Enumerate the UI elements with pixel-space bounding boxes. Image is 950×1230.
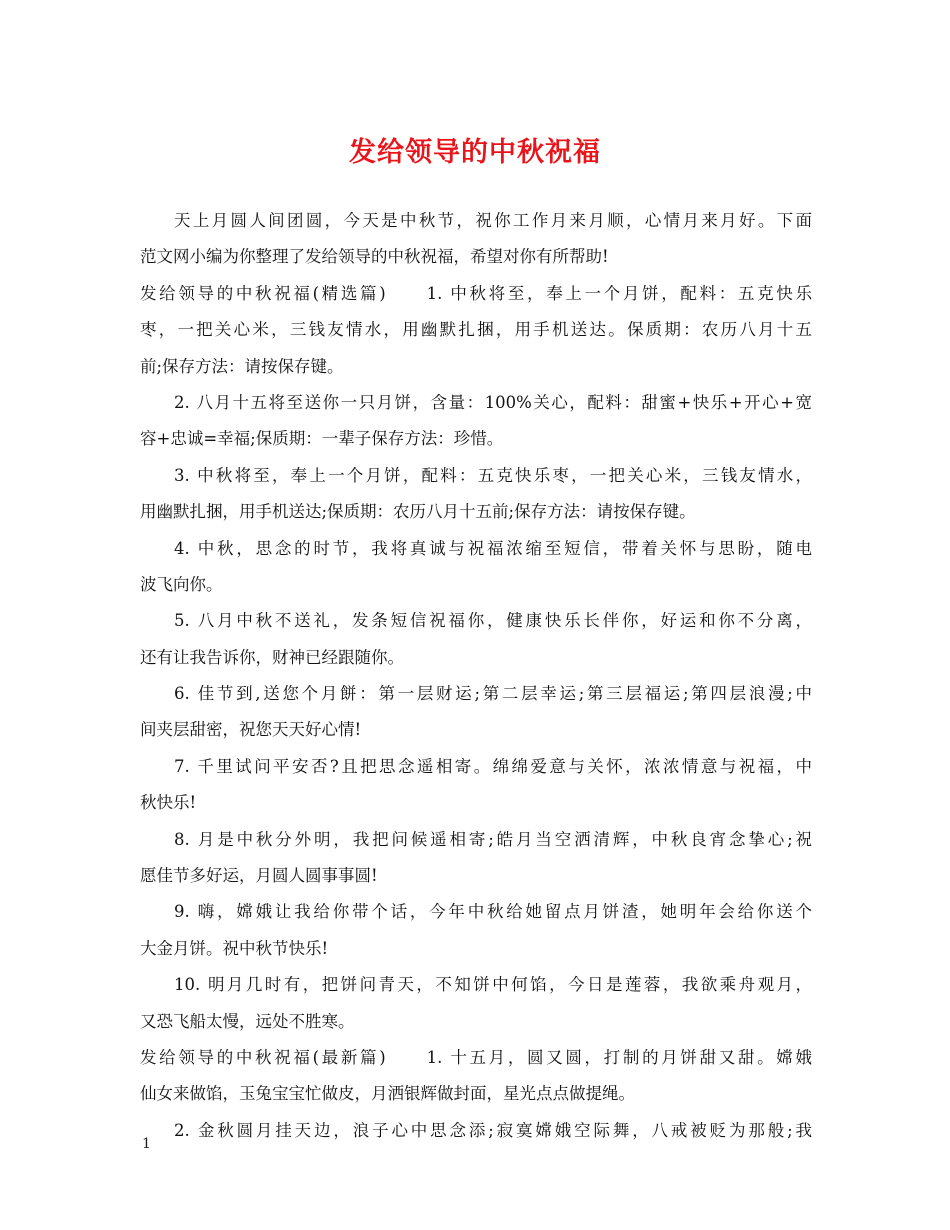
text-line: 用幽默扎捆，用手机送达;保质期：农历八月十五前;保存方法：请按保存键。 [140,502,696,522]
document-title: 发给领导的中秋祝福 [349,137,601,168]
page-number: 1 [142,1136,151,1152]
text-line: 又恐飞船太慢，远处不胜寒。 [140,1011,355,1031]
text-line: 5. 八月中秋不送礼，发条短信祝福你，健康快乐长伴你，好运和你不分离， [174,611,812,631]
text-line: 波飞向你。 [140,574,223,594]
text-line: 9. 嗨，嫦娥让我给你带个话，今年中秋给她留点月饼渣，她明年会给你送个 [174,902,812,922]
text-line: 范文网小编为你整理了发给领导的中秋祝福，希望对你有所帮助! [140,247,609,267]
text-line: 容+忠诚=幸福;保质期：一辈子保存方法：珍惜。 [140,429,504,449]
text-line: 间夹层甜密，祝您天天好心情! [140,720,362,740]
text-line: 枣，一把关心米，三钱友情水，用幽默扎捆，用手机送达。保质期：农历八月十五 [140,320,812,340]
text-line: 愿佳节多好运，月圆人圆事事圆! [140,866,378,886]
text-line: 仙女来做馅，玉兔宝宝忙做皮，月洒银辉做封面，星光点点做提绳。 [140,1084,635,1104]
text-line: 10. 明月几时有，把饼问青天，不知饼中何馅，今日是莲蓉，我欲乘舟观月， [174,975,812,995]
text-line: 发给领导的中秋祝福(精选篇) 1. 中秋将至，奉上一个月饼，配料：五克快乐 [140,283,812,303]
text-line: 3. 中秋将至，奉上一个月饼，配料：五克快乐枣，一把关心米，三钱友情水， [174,465,812,485]
text-line: 前;保存方法：请按保存键。 [140,356,344,376]
text-line: 8. 月是中秋分外明，我把问候遥相寄;皓月当空洒清辉，中秋良宵念挚心;祝 [174,829,812,849]
text-line: 大金月饼。祝中秋节快乐! [140,938,329,958]
text-line: 还有让我告诉你，财神已经跟随你。 [140,647,404,667]
text-line: 秋快乐! [140,793,197,813]
text-line: 发给领导的中秋祝福(最新篇) 1. 十五月，圆又圆，打制的月饼甜又甜。嫦娥 [140,1047,812,1067]
document-body [140,203,812,1149]
text-line: 7. 千里试问平安否?且把思念遥相寄。绵绵爱意与关怀，浓浓情意与祝福，中 [174,756,812,776]
text-line: 天上月圆人间团圆，今天是中秋节，祝你工作月来月顺，心情月来月好。下面 [174,211,812,230]
text-line: 2. 金秋圆月挂天边，浪子心中思念添;寂寞嫦娥空际舞，八戒被贬为那般;我 [174,1120,812,1140]
text-line: 2. 八月十五将至送你一只月饼，含量：100%关心，配料：甜蜜+快乐+开心+宽 [174,392,812,412]
text-line: 6. 佳节到,送您个月餅：第一层财运;第二层幸运;第三层福运;第四层浪漫;中 [174,684,812,704]
text-line: 4. 中秋，思念的时节，我将真诚与祝福浓缩至短信，带着关怀与思盼，随电 [174,538,812,558]
